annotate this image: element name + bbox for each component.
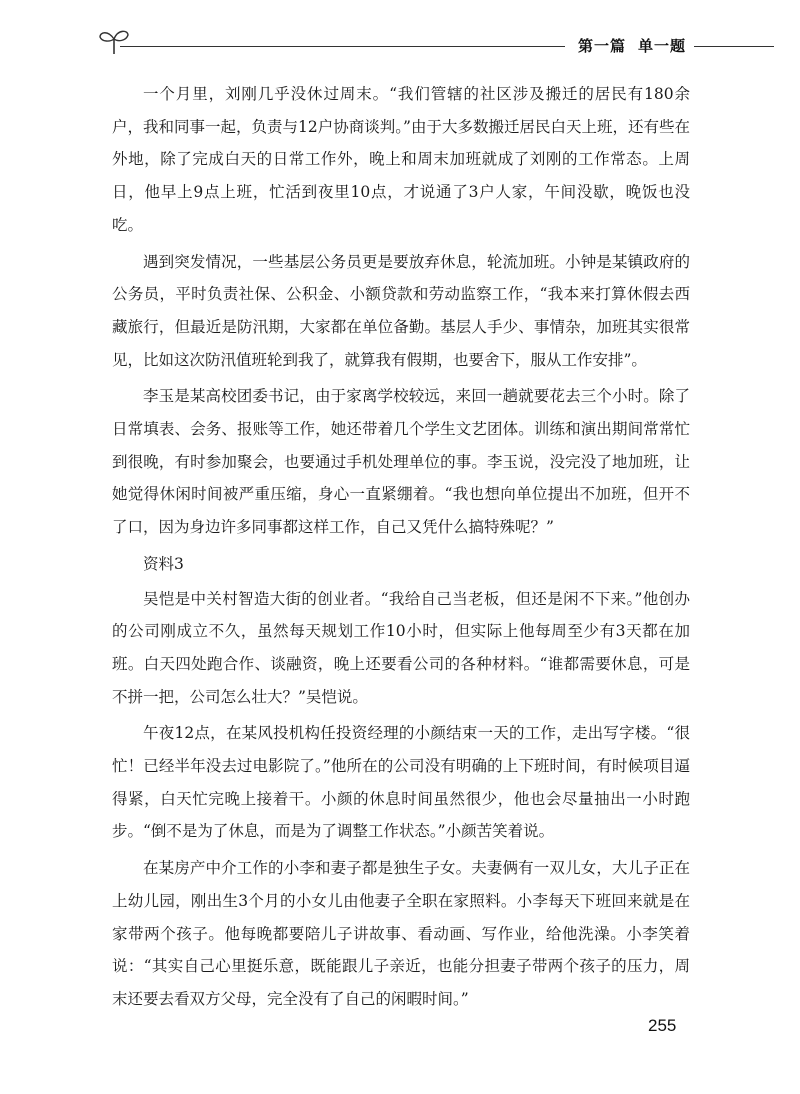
header-title (578, 35, 686, 56)
section-label: 资料3 (143, 554, 184, 573)
page-number: 255 (648, 1016, 677, 1035)
page-body (112, 78, 690, 1020)
paragraph: 午夜12点，在某风投机构任投资经理的小颜结束一天的工作，走出写字楼。“很忙！已经半年没去过电影院了。”他所在的公司没有明确的上下班时间，有时候项目逼得紧，白天忙完晚上接着干。小颜的休息时间虽然很少，他也会尽量抽出一小时跑步。“倒不是为了休息，而是为了调整工作状态。”小颜苦笑着说。 (112, 724, 690, 841)
paragraph: 吴恺是中关村智造大街的创业者。“我给自己当老板，但还是闲不下来。”他创办的公司刚成立不久，虽然每天规划工作10小时，但实际上他每周至少有3天都在加班。白天四处跑合作、谈融资，晚上还要看公司的各种材料。“谁都需要休息，可是不拼一把，公司怎么壮大？”吴恺说。 (112, 589, 690, 706)
sprout-icon (96, 26, 132, 56)
paragraph: 李玉是某高校团委书记，由于家离学校较远，来回一趟就要花去三个小时。除了日常填表、会务、报账等工作，她还带着几个学生文艺团体。训练和演出期间常常忙到很晚，有时参加聚会，也要通过手机处理单位的事。李玉说，没完没了地加班，让她觉得休闲时间被严重压缩，身心一直紧绷着。“我也想向单位提出不加班，但开不了口，因为身边许多同事都这样工作，自己又凭什么搞特殊呢？” (112, 387, 690, 537)
paragraph: 遇到突发情况，一些基层公务员更是要放弃休息，轮流加班。小钟是某镇政府的公务员，平时负责社保、公积金、小额贷款和劳动监察工作，“我本来打算休假去西藏旅行，但最近是防汛期，大家都在单位备勤。基层人手少、事情杂，加班其实很常见，比如这次防汛值班轮到我了，就算我有假期，也要舍下，服从工作安排”。 (112, 252, 690, 369)
paragraph: 在某房产中介工作的小李和妻子都是独生子女。夫妻俩有一双儿女，大儿子正在上幼儿园，刚出生3个月的小女儿由他妻子全职在家照料。小李每天下班回来就是在家带两个孩子。他每晚都要陪儿子讲故事、看动画、写作业，给他洗澡。小李笑着说：“其实自己心里挺乐意，既能跟儿子亲近，也能分担妻子带两个孩子的压力，周末还要去看双方父母，完全没有了自己的闲暇时间。” (112, 859, 690, 1008)
header-rule-left (120, 46, 565, 47)
header-chapter-title: 单一题 (638, 37, 687, 55)
header-section: 第一篇 (578, 37, 627, 55)
header-rule-right (694, 46, 774, 47)
paragraph: 一个月里，刘刚几乎没休过周末。“我们管辖的社区涉及搬迁的居民有180余户，我和同事一起，负责与12户协商谈判。”由于大多数搬迁居民白天上班，还有些在外地，除了完成白天的日常工作外，晚上和周末加班就成了刘刚的工作常态。上周日，他早上9点上班，忙活到夜里10点，才说通了3户人家，午间没歇，晚饭也没吃。 (112, 85, 690, 234)
page-header (0, 26, 800, 66)
